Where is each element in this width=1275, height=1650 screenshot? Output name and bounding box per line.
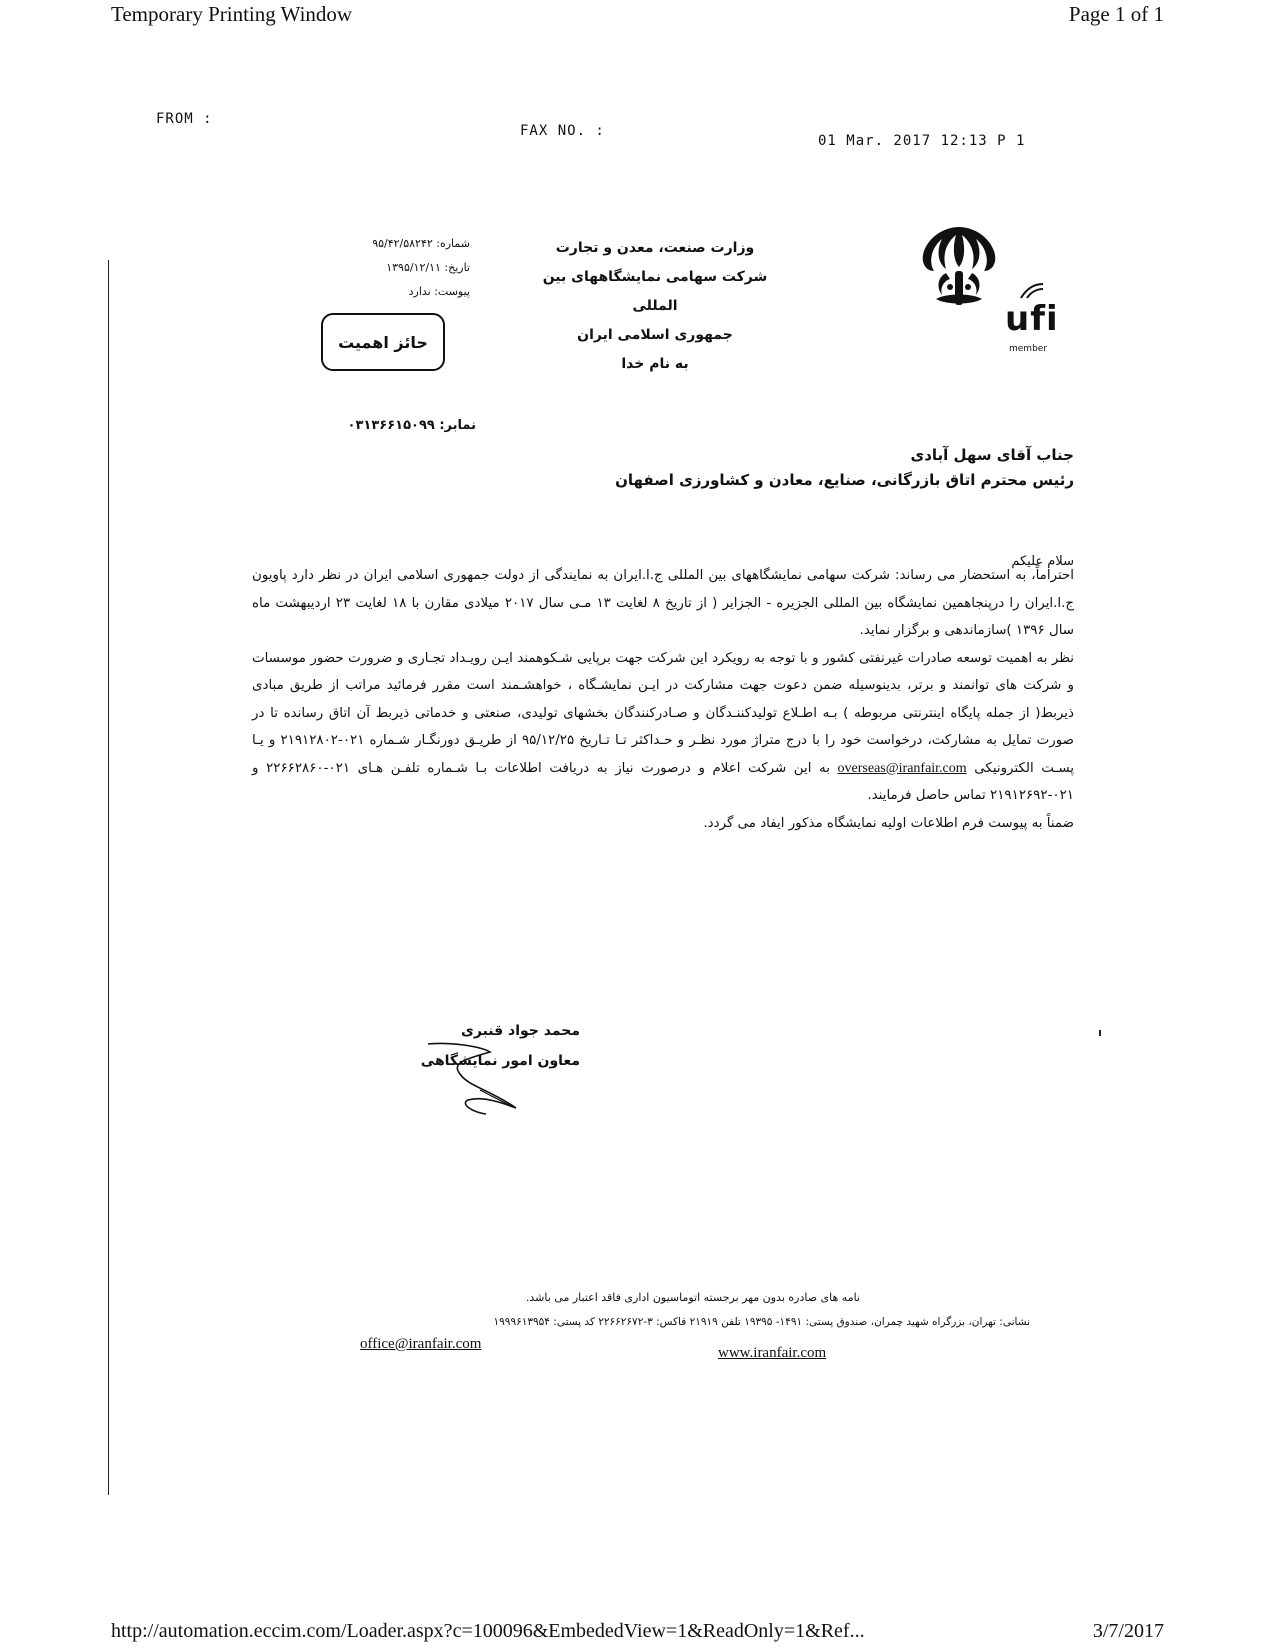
fax-number-label: FAX NO. : [520,123,605,139]
recipient-title: رئیس محترم اتاق بازرگانی، صنایع، معادن و کشاورزی اصفهان [615,471,1074,489]
ufi-swoosh-icon [1019,282,1045,300]
signer-title: معاون امور نمایشگاهی [420,1053,580,1069]
letter-date: تاریخ: ۱۳۹۵/۱۲/۱۱ [386,261,470,274]
scan-margin-line [108,260,109,1495]
ministry-emblem-icon [916,221,1002,313]
letter-number: شماره: ۹۵/۴۲/۵۸۲۴۲ [372,237,470,250]
print-header [111,2,1164,32]
body-paragraph-2-tail: به این شرکت اعلام و درصورت نیاز به دریافت اطلاعات بـا شـماره تلفـن هـای ۰۲۱-۲۲۶۶۲۸۶۰ و ۰۲۱-۲۱۹۱۲۶۹۲ تماس حاصل فرمایند. [252,760,1074,803]
ufi-logo [1003,282,1063,364]
ufi-logo-text: ufi [1005,299,1059,339]
print-date: 3/7/2017 [1092,1620,1164,1642]
recipient-block [600,443,1074,493]
greeting: سلام علیکم [1011,554,1074,569]
body-paragraph-1: احتراماً، به استحضار می رساند: شرکت سهامی نمایشگاههای بین المللی ج.ا.ایران به نمایندگی از دولت جمهوری اسلامی ایران در نظر دارد پاویون ج.ا.ایران را درپنجاهمین نمایشگاه بین المللی الجزیره - الجزایر ( از تاریخ ۸ لغایت ۱۳ مـی سال ۲۰۱۷ میلادی مقارن با ۱۸ لغایت ۲۳ اردیبهشت ماه سال ۱۳۹۶ )سازماندهی و برگزار نماید. [252,568,1075,638]
bismillah: به نام خدا [621,356,689,372]
footer-email-link[interactable]: office@iranfair.com [360,1336,482,1352]
print-footer [111,1620,1164,1650]
letterhead-organization [520,234,790,379]
fax-from-label: FROM : [156,111,213,127]
print-source-url[interactable]: http://automation.eccim.com/Loader.aspx?c=100096&EmbededView=1&ReadOnly=1&Ref... [111,1620,865,1642]
company-name: شرکت سهامی نمایشگاههای بین المللی [542,269,768,314]
footer-website-link[interactable]: www.iranfair.com [718,1345,827,1361]
recipient-fax-number: نمابر: ۰۳۱۳۶۶۱۵۰۹۹ [347,418,476,433]
scan-mark [1099,1030,1101,1036]
print-window-title: Temporary Printing Window [111,2,353,26]
letter-attachment: پیوست: ندارد [408,285,470,298]
importance-stamp: حائز اهمیت [321,313,445,371]
recipient-name: جناب آقای سهل آبادی [910,446,1074,464]
country-name: جمهوری اسلامی ایران [577,327,733,343]
letter-body [252,562,1074,837]
body-paragraph-3: ضمناً به پیوست فرم اطلاعات اولیه نمایشگاه مذکور ایفاد می گردد. [703,815,1074,831]
body-paragraph-2-text: نظر به اهمیت توسعه صادرات غیرنفتی کشور و با توجه به رویکرد این شرکت جهت برپایی شـکوهمند ایـن رویـداد تجـاری و ضرورت حضور موسسات و شرکت های توانمند و برتر، بدینوسیله ضمن دعوت جهت مشارکت در ایـن نمایشـگاه ، خواهشـمند است مقرر فرمائید مراتب از طریق مبادی ذیربط( از جمله پایگاه اینترنتی مربوطه ) بـه اطـلاع تولیدکننـدگان و صـادرکنندگان بخشهای تولیدی، صنعتی و خدماتی ذیربط آن اتاق رسانده تا در صورت تمایل به مشارکت، درخواست خود را با درج متراژ مورد نظـر و حـداکثر تـا تـاریخ ۹۵/۱۲/۲۵ از طریـق دورنگـار شـماره ۰۲۱-۲۱۹۱۲۸۰۲ و یـا پسـت الکترونیکی [252,650,1075,776]
handwritten-signature-icon [420,1040,540,1120]
overseas-email-link[interactable]: overseas@iranfair.com [837,760,967,776]
ufi-member-label: member [1009,344,1048,354]
footer-address: نشانی: تهران، بزرگراه شهید چمران، صندوق پستی: ۱۴۹۱- ۱۹۳۹۵ تلفن ۲۱۹۱۹ فاکس: ۳-۲۲۶۶۲۶۷۲ کد پستی: ۱۹۹۹۶۱۳۹۵۴ [493,1316,1030,1328]
signer-name: محمد جواد قنبری [461,1023,580,1039]
body-paragraph-2 [252,645,1074,810]
footer-validity-note: نامه های صادره بدون مهر برجسته اتوماسیون اداری فاقد اعتبار می باشد. [525,1291,860,1304]
ministry-name: وزارت صنعت، معدن و تجارت [555,240,755,256]
letter-meta [335,232,470,304]
fax-timestamp: 01 Mar. 2017 12:13 P 1 [818,133,1026,149]
page-indicator: Page 1 of 1 [1068,2,1164,26]
